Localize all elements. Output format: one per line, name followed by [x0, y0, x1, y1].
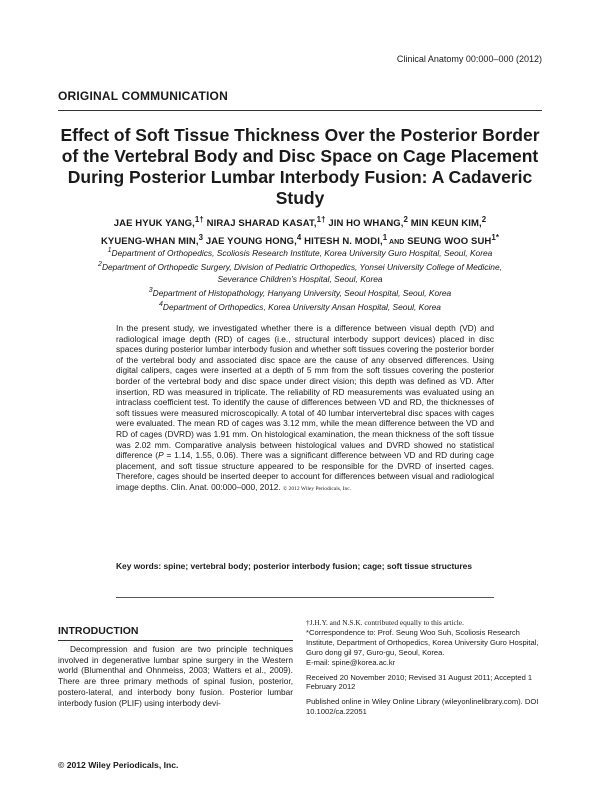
- author-list: [58, 213, 542, 249]
- correspondence-note: *Correspondence to: Prof. Seung Woo Suh, Scoliosis Research Institute, Department of Orthopedics, Korea University Guro Hospital, Guro dong gil 97, Guro-gu, Seoul, Korea.: [306, 627, 539, 657]
- abstract-copyright: © 2012 Wiley Periodicals, Inc.: [283, 485, 352, 492]
- author-conjunction: AND: [387, 238, 405, 246]
- author-affiliation-mark: 2: [403, 215, 409, 224]
- affiliation-4: $^4$Department of Orthopedics, Korea University Ansan Hospital, Seoul, Korea: [159, 301, 441, 313]
- author-name: HITESH N. MODI,: [301, 235, 383, 247]
- author-affiliation-mark: 4: [296, 232, 302, 242]
- author-name: JAE YOUNG HONG,: [203, 235, 297, 247]
- equal-contribution-note: †J.H.Y. and N.S.K. contributed equally to this article.: [306, 618, 464, 627]
- author-affiliation-mark: 1*: [491, 232, 500, 242]
- introduction-text: Decompression and fusion are two principle techniques involved in degenerative lumbar spine surgery in the Western world (Blumenthal and Ohnmeiss, 2003; Watters et al., 2009). There are three primary methods of spinal fusion, posterior, postero-lateral, and interbody bony fusion. Posterior lumbar interbody fusion (PLIF) using interbody devi-: [58, 644, 293, 708]
- abstract-text: In the present study, we investigated whether there is a difference between visual depth (VD) and radiological image depth (RD) of cages (i.e., structural interbody support devices) placed in disc spaces during posterior lumbar interbody fusion and whether soft tissues covering the posterior border of the vertebral body and associated disc space are the cause of any observed differences. Using digital calipers, cages were inserted at a depth of 5 mm from the soft tissues covering the posterior border of the vertebral body and disc space under direct vision; this depth was defined as VD. After insertion, RD was measured in triplicate. The reliability of RD measurements was evaluated using an intraclass coefficient test. To identify the cause of differences between VD and RD, the thicknesses of soft tissues were measured microscopically. A total of 40 lumbar intervertebral disc spaces with cages were evaluated. The mean RD of cages was 3.12 mm, while the mean difference between the VD and RD of cages (DVRD) was 1.91 mm. On histological examination, the mean thickness of the soft tissue was 2.02 mm. Comparative analysis between histological values and DVRD showed no statistical difference (: [116, 323, 494, 461]
- affiliation-1: $^1$Department of Orthopedics, Scoliosis Research Institute, Korea University Guro Hospital, Seoul, Korea: [107, 247, 493, 258]
- author-affiliation-mark: 1†: [194, 215, 204, 224]
- abstract-text-cont: = 1.14, 1.55, 0.06). There was a significant difference between VD and RD during cage placement, and soft tissue structure appeared to be responsible for the DVRD of inserted cages. Therefore, cages should be inserted deeper to account for differences between visual and radiological image depths. Clin. Anat. 00:000–000, 2012.: [116, 450, 495, 492]
- footnotes: [306, 618, 542, 717]
- introduction-heading: INTRODUCTION: [58, 625, 139, 637]
- article-title: Effect of Soft Tissue Thickness Over the Posterior Border of the Vertebral Body and Disc Space on Cage Placement During Posterior Lumbar Interbody Fusion: A Cadaveric Study: [60, 125, 540, 208]
- correspondence-email: E-mail: spine@korea.ac.kr: [306, 657, 396, 667]
- author-name: JIN HO WHANG,: [325, 218, 404, 230]
- abstract-divider: [116, 597, 494, 598]
- publisher-copyright: © 2012 Wiley Periodicals, Inc.: [58, 760, 179, 770]
- journal-citation: Clinical Anatomy 00:000–000 (2012): [396, 54, 542, 64]
- affiliation-3: $^3$Department of Histopathology, Hanyang University, Seoul Hospital, Seoul, Korea: [148, 287, 452, 298]
- publication-info: Published online in Wiley Online Library (wileyonlinelibrary.com). DOI 10.1002/ca.22051: [306, 697, 539, 717]
- author-name: NIRAJ SHARAD KASAT,: [203, 218, 317, 230]
- section-label: ORIGINAL COMMUNICATION: [58, 89, 228, 103]
- keywords: Key words: spine; vertebral body; posterior interbody fusion; cage; soft tissue structures: [116, 561, 473, 571]
- author-affiliation-mark: 1†: [316, 215, 326, 224]
- introduction-divider: [58, 640, 293, 641]
- author-name: KYUENG-WHAN MIN,: [100, 235, 199, 247]
- received-dates: Received 20 November 2010; Revised 31 August 2011; Accepted 1 February 2012: [306, 672, 533, 692]
- affiliation-2: $^2$Department of Orthopedic Surgery, Division of Pediatric Orthopedics, Yonsei University College of Medicine,: [98, 261, 502, 273]
- author-name: JAE HYUK YANG,: [113, 218, 195, 230]
- p-value-symbol: P: [158, 450, 164, 461]
- author-affiliation-mark: 1: [382, 232, 388, 242]
- affiliation-list: [58, 245, 542, 314]
- author-name: SEUNG WOO SUH: [404, 235, 492, 247]
- author-line-1: [58, 213, 542, 231]
- affiliation-2-cont: Severance Children’s Hospital, Seoul, Korea: [217, 273, 383, 284]
- author-affiliation-mark: 2: [481, 215, 487, 224]
- author-name: MIN KEUN KIM,: [408, 218, 482, 230]
- author-affiliation-mark: 3: [198, 232, 204, 242]
- header-divider: [58, 110, 542, 111]
- abstract: [116, 323, 494, 495]
